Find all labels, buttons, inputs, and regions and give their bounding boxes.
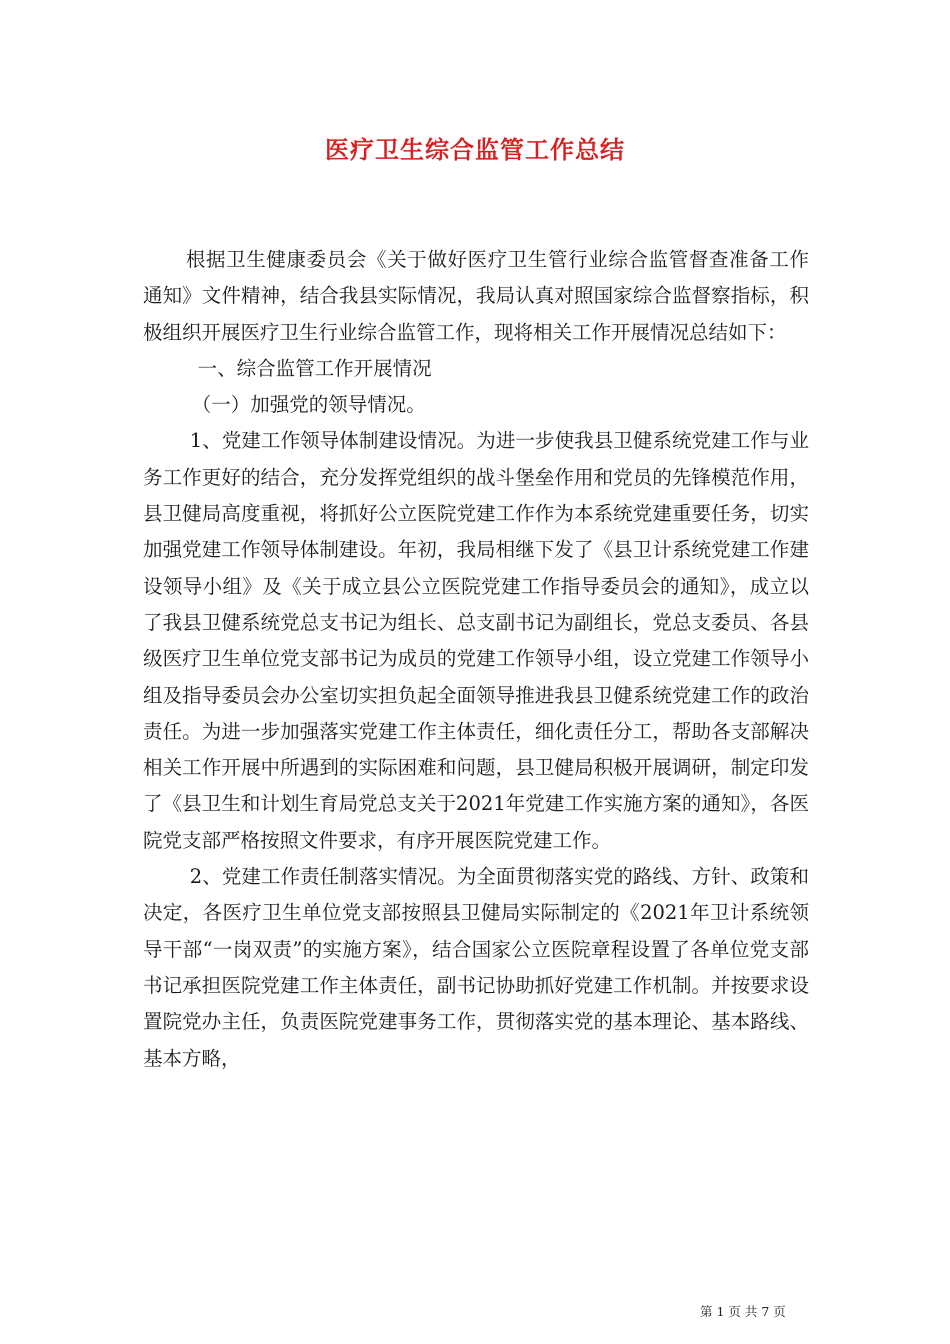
item-paragraph-1: 1、党建工作领导体制建设情况。为进一步使我县卫健系统党建工作与业务工作更好的结合，充分发挥党组织的战斗堡垒作用和党员的先锋模范作用，县卫健局高度重视，将抓好公立医院党建工作作为本系统党建重要任务，切实加强党建工作领导体制建设。年初，我局相继下发了《县卫计系统党建工作建设领导小组》及《关于成立县公立医院党建工作指导委员会的通知》，成立以了我县卫健系统党总支书记为组长、总支副书记为副组长，党总支委员、各县级医疗卫生单位党支部书记为成员的党建工作领导小组，设立党建工作领导小组及指导委员会办公室切实担负起全面领导推进我县卫健系统党建工作的政治责任。为进一步加强落实党建工作主体责任，细化责任分工，帮助各支部解决相关工作开展中所遇到的实际困难和问题，县卫健局积极开展调研，制定印发了《县卫生和计划生育局党总支关于2021年党建工作实施方案的通知》，各医院党支部严格按照文件要求，有序开展医院党建工作。 bbox=[143, 429, 809, 852]
document-title: 医疗卫生综合监管工作总结 bbox=[325, 135, 625, 164]
section-heading-1: 一、综合监管工作开展情况 bbox=[197, 356, 432, 380]
item-paragraph-2: 2、党建工作责任制落实情况。为全面贯彻落实党的路线、方针、政策和决定，各医疗卫生单位党支部按照县卫健局实际制定的《2021年卫计系统领导干部“一岗双责”的实施方案》，结合国家公立医院章程设置了各单位党支部书记承担医院党建工作主体责任，副书记协助抓好党建工作机制。并按要求设置院党办主任，负责医院党建事务工作，贯彻落实党的基本理论、基本路线、基本方略， bbox=[143, 865, 809, 1070]
subsection-heading-1: （一）加强党的领导情况。 bbox=[191, 393, 426, 417]
page-number-footer: 第 1 页 共 7 页 bbox=[700, 1304, 786, 1319]
document-body bbox=[143, 242, 809, 1077]
intro-paragraph: 根据卫生健康委员会《关于做好医疗卫生管行业综合监管督查准备工作通知》文件精神，结合我县实际情况，我局认真对照国家综合监督察指标，积极组织开展医疗卫生行业综合监管工作，现将相关工作开展情况总结如下： bbox=[143, 248, 809, 344]
